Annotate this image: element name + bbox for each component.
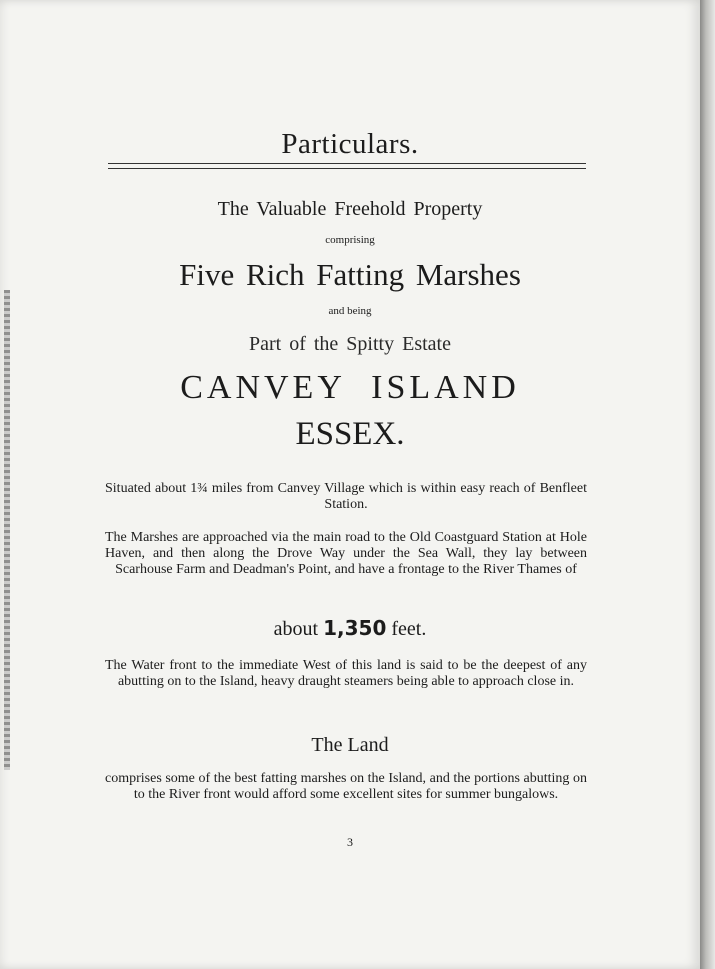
water-front-paragraph: The Water front to the immediate West of this land is said to be the deepest of any abutting on to the Island, heavy draught steamers being able to approach close in. — [105, 658, 587, 689]
county-heading: ESSEX. — [295, 416, 405, 452]
land-heading: The Land — [311, 734, 389, 756]
and-being-label: and being — [328, 305, 372, 317]
binding-cord — [4, 290, 10, 770]
page-number: 3 — [347, 835, 353, 849]
frontage-distance — [0, 616, 700, 641]
marshes-heading: Five Rich Fatting Marshes — [179, 257, 521, 292]
property-subtitle: The Valuable Freehold Property — [217, 198, 483, 220]
estate-heading: Part of the Spitty Estate — [249, 333, 451, 355]
comprising-label: comprising — [325, 234, 375, 246]
frontage-prefix: about — [273, 618, 319, 640]
title-rule-bottom — [108, 168, 586, 169]
situated-paragraph: Situated about 1¾ miles from Canvey Village which is within easy reach of Benfleet Station. — [105, 481, 587, 512]
frontage-unit: feet. — [391, 618, 427, 640]
page-edge — [700, 0, 715, 969]
title-rule-top — [108, 163, 586, 164]
land-paragraph: comprises some of the best fatting marshes on the Island, and the portions abutting on to the River front would afford some excellent sites for summer bungalows. — [105, 771, 587, 802]
approach-paragraph: The Marshes are approached via the main road to the Old Coastguard Station at Hole Haven, and then along the Drove Way under the Sea Wall, they lay between Scarhouse Farm and Deadman's Point, and have a frontage to the River Thames of — [105, 530, 587, 577]
island-heading: CANVEY ISLAND — [180, 369, 520, 406]
frontage-value: 1,350 — [323, 616, 387, 640]
page-title: Particulars. — [281, 128, 419, 160]
